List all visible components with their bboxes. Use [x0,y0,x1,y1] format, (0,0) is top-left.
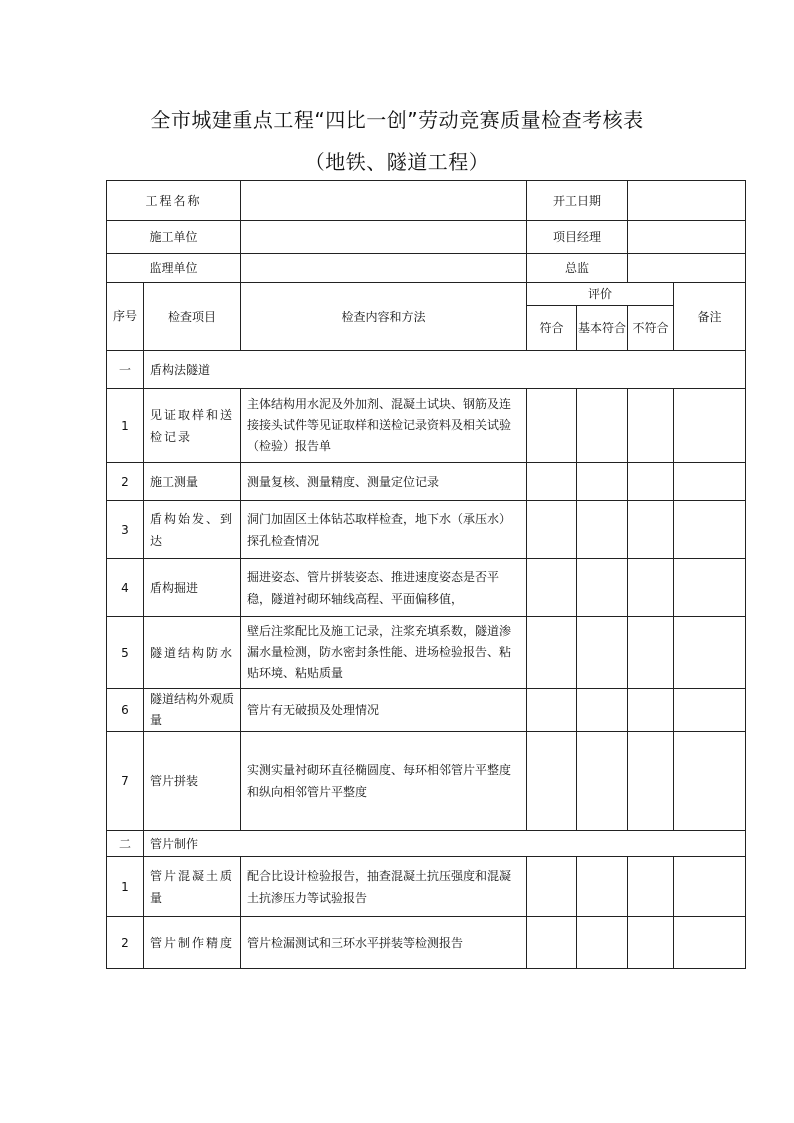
basic-conform-cell[interactable] [577,857,628,917]
check-content: 掘进姿态、管片拼装姿态、推进速度姿态是否平稳，隧道衬砌环轴线高程、平面偏移值， [241,559,527,617]
table-row [107,617,746,689]
table-row [107,917,746,969]
nonconform-cell[interactable] [628,559,674,617]
check-item: 隧道结构防水 [144,617,241,689]
project-name-label: 工程名称 [107,181,241,221]
basic-conform-cell[interactable] [577,689,628,732]
table-row [107,501,746,559]
table-row [107,732,746,831]
chief-supervisor-label: 总监 [527,254,628,283]
section-row [107,351,746,389]
row-number: 7 [107,732,144,831]
form-subtitle: （地铁、隧道工程） [304,150,490,174]
conform-cell[interactable] [527,917,577,969]
remark-cell[interactable] [674,389,746,463]
header-row [107,283,746,306]
nonconform-cell[interactable] [628,857,674,917]
check-content: 主体结构用水泥及外加剂、混凝土试块、钢筋及连接接头试件等见证取样和送检记录资料及相关试验（检验）报告单 [241,389,527,463]
info-row [107,221,746,254]
check-item: 施工测量 [144,463,241,501]
conform-cell[interactable] [527,559,577,617]
section-row [107,831,746,857]
conform-cell[interactable] [527,501,577,559]
row-number: 1 [107,389,144,463]
row-number: 1 [107,857,144,917]
section-number: 一 [107,351,144,389]
basic-conform-cell[interactable] [577,732,628,831]
contractor-label: 施工单位 [107,221,241,254]
info-row [107,254,746,283]
basic-conform-cell[interactable] [577,501,628,559]
row-number: 2 [107,917,144,969]
remark-header: 备注 [674,283,746,351]
check-item: 盾构始发、到达 [144,501,241,559]
supervisor-unit-field[interactable] [241,254,527,283]
project-manager-field[interactable] [628,221,746,254]
basic-conform-cell[interactable] [577,463,628,501]
basic-conform-cell[interactable] [577,917,628,969]
content-header: 检查内容和方法 [241,283,527,351]
check-item: 管片拼装 [144,732,241,831]
supervisor-unit-label: 监理单位 [107,254,241,283]
info-row [107,181,746,221]
item-header: 检查项目 [144,283,241,351]
start-date-label: 开工日期 [527,181,628,221]
remark-cell[interactable] [674,732,746,831]
project-manager-label: 项目经理 [527,221,628,254]
nonconform-cell[interactable] [628,617,674,689]
remark-cell[interactable] [674,857,746,917]
chief-supervisor-field[interactable] [628,254,746,283]
start-date-field[interactable] [628,181,746,221]
nonconform-header: 不符合 [628,306,674,351]
check-item: 管片制作精度 [144,917,241,969]
conform-cell[interactable] [527,617,577,689]
nonconform-cell[interactable] [628,463,674,501]
conform-cell[interactable] [527,463,577,501]
section-name: 盾构法隧道 [144,351,746,389]
table-row [107,689,746,732]
table-row [107,389,746,463]
nonconform-cell[interactable] [628,917,674,969]
check-item: 盾构掘进 [144,559,241,617]
nonconform-cell[interactable] [628,689,674,732]
check-content: 管片有无破损及处理情况 [241,689,527,732]
table-row [107,857,746,917]
contractor-field[interactable] [241,221,527,254]
check-content: 壁后注浆配比及施工记录，注浆充填系数，隧道渗漏水量检测，防水密封条性能、进场检验报告、粘贴环境、粘贴质量 [241,617,527,689]
inspection-table [106,180,746,969]
remark-cell[interactable] [674,501,746,559]
remark-cell[interactable] [674,689,746,732]
check-content: 配合比设计检验报告，抽查混凝土抗压强度和混凝土抗渗压力等试验报告 [241,857,527,917]
table-row [107,463,746,501]
basic-conform-cell[interactable] [577,559,628,617]
section-name: 管片制作 [144,831,746,857]
basic-conform-cell[interactable] [577,617,628,689]
check-content: 测量复核、测量精度、测量定位记录 [241,463,527,501]
row-number: 2 [107,463,144,501]
conform-cell[interactable] [527,857,577,917]
conform-header: 符合 [527,306,577,351]
nonconform-cell[interactable] [628,389,674,463]
table-row [107,559,746,617]
remark-cell[interactable] [674,559,746,617]
row-number: 3 [107,501,144,559]
section-number: 二 [107,831,144,857]
check-item: 见证取样和送检记录 [144,389,241,463]
check-item: 隧道结构外观质量 [144,689,241,732]
form-title: 全市城建重点工程“四比一创”劳动竞赛质量检查考核表 [150,108,644,132]
conform-cell[interactable] [527,389,577,463]
nonconform-cell[interactable] [628,732,674,831]
basic-conform-cell[interactable] [577,389,628,463]
remark-cell[interactable] [674,617,746,689]
conform-cell[interactable] [527,732,577,831]
check-content: 管片检漏测试和三环水平拼装等检测报告 [241,917,527,969]
row-number: 4 [107,559,144,617]
project-name-field[interactable] [241,181,527,221]
eval-header: 评价 [527,283,674,306]
check-item: 管片混凝土质量 [144,857,241,917]
row-number: 6 [107,689,144,732]
remark-cell[interactable] [674,917,746,969]
seq-header: 序号 [107,283,144,351]
row-number: 5 [107,617,144,689]
basic-conform-header: 基本符合 [577,306,628,351]
check-content: 洞门加固区土体钻芯取样检查，地下水（承压水）探孔检查情况 [241,501,527,559]
remark-cell[interactable] [674,463,746,501]
nonconform-cell[interactable] [628,501,674,559]
conform-cell[interactable] [527,689,577,732]
check-content: 实测实量衬砌环直径椭圆度、每环相邻管片平整度和纵向相邻管片平整度 [241,732,527,831]
